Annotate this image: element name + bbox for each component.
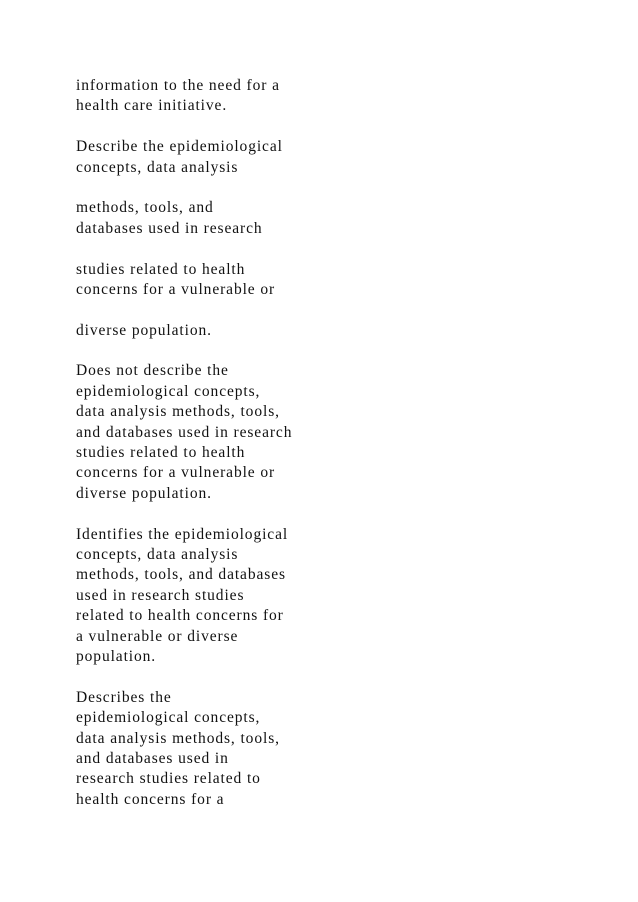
text-line: data analysis methods, tools, bbox=[76, 729, 280, 747]
text-line: concerns for a vulnerable or bbox=[76, 280, 276, 298]
text-line: and databases used in bbox=[76, 749, 229, 767]
blank-line bbox=[76, 667, 376, 687]
blank-line bbox=[76, 341, 376, 361]
document-text bbox=[76, 76, 376, 810]
text-line: Does not describe the bbox=[76, 362, 229, 380]
text-line: related to health concerns for bbox=[76, 607, 284, 625]
text-line: Identifies the epidemiological bbox=[76, 525, 289, 543]
text-line: a vulnerable or diverse bbox=[76, 627, 239, 645]
text-line: methods, tools, and databases bbox=[76, 566, 286, 584]
text-line: diverse population. bbox=[76, 484, 212, 502]
text-line: databases used in research bbox=[76, 219, 263, 237]
text-line: and databases used in research bbox=[76, 423, 293, 441]
text-line: epidemiological concepts, bbox=[76, 382, 261, 400]
text-line: concepts, data analysis bbox=[76, 158, 239, 176]
blank-line bbox=[76, 117, 376, 137]
blank-line bbox=[76, 504, 376, 524]
text-line: information to the need for a bbox=[76, 77, 280, 94]
text-line: data analysis methods, tools, bbox=[76, 403, 280, 421]
text-line: studies related to health bbox=[76, 444, 246, 462]
text-line: studies related to health bbox=[76, 260, 246, 278]
text-line: research studies related to bbox=[76, 770, 261, 788]
text-line: diverse population. bbox=[76, 321, 212, 339]
blank-line bbox=[76, 300, 376, 320]
text-line: concerns for a vulnerable or bbox=[76, 464, 276, 482]
text-line: concepts, data analysis bbox=[76, 545, 239, 563]
text-line: health concerns for a bbox=[76, 790, 225, 808]
text-line: methods, tools, and bbox=[76, 199, 214, 217]
text-line: used in research studies bbox=[76, 586, 245, 604]
text-line: Describe the epidemiological bbox=[76, 138, 283, 156]
text-line: epidemiological concepts, bbox=[76, 709, 261, 727]
blank-line bbox=[76, 178, 376, 198]
text-line: population. bbox=[76, 647, 157, 665]
text-line: health care initiative. bbox=[76, 97, 228, 115]
text-line: Describes the bbox=[76, 688, 172, 706]
blank-line bbox=[76, 239, 376, 259]
